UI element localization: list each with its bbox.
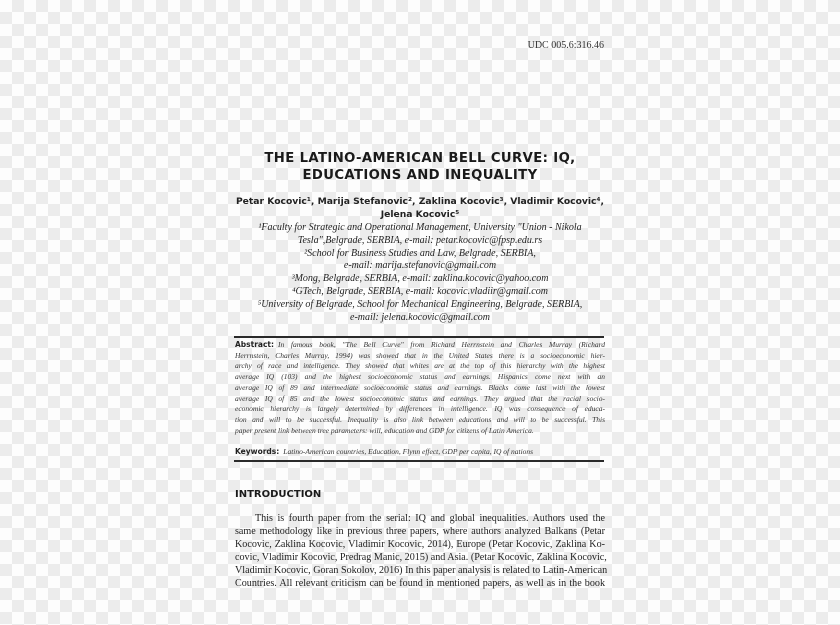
keywords-label: Keywords:	[235, 447, 280, 456]
author-line: Petar Kocovic¹, Marija Stefanovic², Zaklina Kocovic³, Vladimir Kocovic⁴,	[235, 196, 605, 207]
abstract-block	[235, 340, 605, 436]
title-line: EDUCATIONS AND INEQUALITY	[302, 168, 538, 183]
affiliation-line: e-mail: marija.stefanovic@gmail.com	[343, 260, 497, 272]
abstract-line: economic hierarchy is largely determined by differences in intelligence. IQ was consequence of educa-	[235, 404, 605, 414]
abstract-line: tion and will to be successful. Inequality is also link between educations and will to be successful. This	[235, 414, 605, 424]
body-paragraph	[235, 513, 608, 590]
affiliation-line: ¹Faculty for Strategic and Operational Management, University "Union - Nikola	[258, 222, 582, 233]
abstract-line: archy of race and intelligence. They showed that whites are at the top of this hierarchy with the highest	[235, 361, 605, 371]
affiliation-line: ⁴GTech, Belgrade, SERBIA, e-mail: kocovic.vladiir@gmail.com	[292, 285, 548, 297]
paper-title	[235, 150, 605, 184]
affiliation-line: ²School for Business Studies and Law, Belgrade, SERBIA,	[304, 247, 536, 259]
body-line: Vladimir Kocovic, Goran Sokolov, 2016) In this paper analysis is related to Latin-American	[235, 564, 608, 576]
body-line: covic, Vladimir Kocovic, Predrag Manic, 2015) and Asia. (Petar Kocovic, Zaklina Kocovic,	[235, 551, 607, 563]
author-line: Jelena Kocovic⁵	[380, 209, 460, 220]
abstract-line: average IQ (103) and the highest socioeconomic status and earnings. Hispanics come next with an	[235, 372, 605, 382]
body-line: Countries. All relevant criticism can be found in mentioned papers, as well as in the book	[235, 577, 605, 589]
affiliation-line: Tesla",Belgrade, SERBIA, e-mail: petar.kocovic@fpsp.edu.rs	[297, 234, 543, 246]
affiliations	[237, 222, 603, 324]
udc-code: UDC 005.6:316.46	[527, 40, 604, 51]
section-heading-introduction: INTRODUCTION	[235, 489, 322, 500]
affiliation-line: ³Mong, Belgrade, SERBIA, e-mail: zaklina.kocovic@yahoo.com	[291, 273, 549, 285]
abstract-bottom-rule	[234, 460, 604, 462]
abstract-label: Abstract:	[235, 340, 275, 349]
affiliation-line: ⁵University of Belgrade, School for Mechanical Engineering, Belgrade, SERBIA,	[257, 298, 583, 310]
body-line: This is fourth paper from the serial: IQ and global inequalities. Authors used the	[255, 513, 605, 524]
body-line: Kocovic, Zaklina Kocovic, Vladimir Kocovic, 2014), Europe (Petar Kocovic, Zaklina Ko-	[235, 538, 605, 550]
abstract-line-text: In famous book, "The Bell Curve" from Richard Herrnstein and Charles Murray (Richard	[278, 340, 605, 349]
keywords-line	[235, 447, 605, 456]
abstract-line	[235, 340, 605, 351]
title-line: THE LATINO-AMERICAN BELL CURVE: IQ,	[264, 151, 576, 166]
abstract-line: average IQ of 85 and the lowest socioeconomic status and earnings. They argued that the racial socio-	[235, 393, 605, 403]
author-list	[235, 195, 605, 221]
abstract-line: Herrnstein, Charles Murray, 1994) was showed that in the United States there is a socioeconomic hier-	[235, 350, 605, 360]
keywords-text: Latino-American countries, Education, Flynn effect, GDP per capita, IQ of nations	[283, 447, 534, 456]
abstract-line: paper present link between tree parameters: will, education and GDP for citizens of Latin America.	[235, 425, 534, 435]
abstract-top-rule	[234, 336, 604, 338]
abstract-line: average IQ of 89 and intermediate socioeconomic status and earnings. Blacks come last with the lowest	[235, 382, 605, 392]
body-line: same methodology like in previous three papers, where authors analyzed Balkans (Petar	[235, 525, 605, 537]
affiliation-line: e-mail: jelena.kocovic@gmail.com	[350, 311, 490, 323]
